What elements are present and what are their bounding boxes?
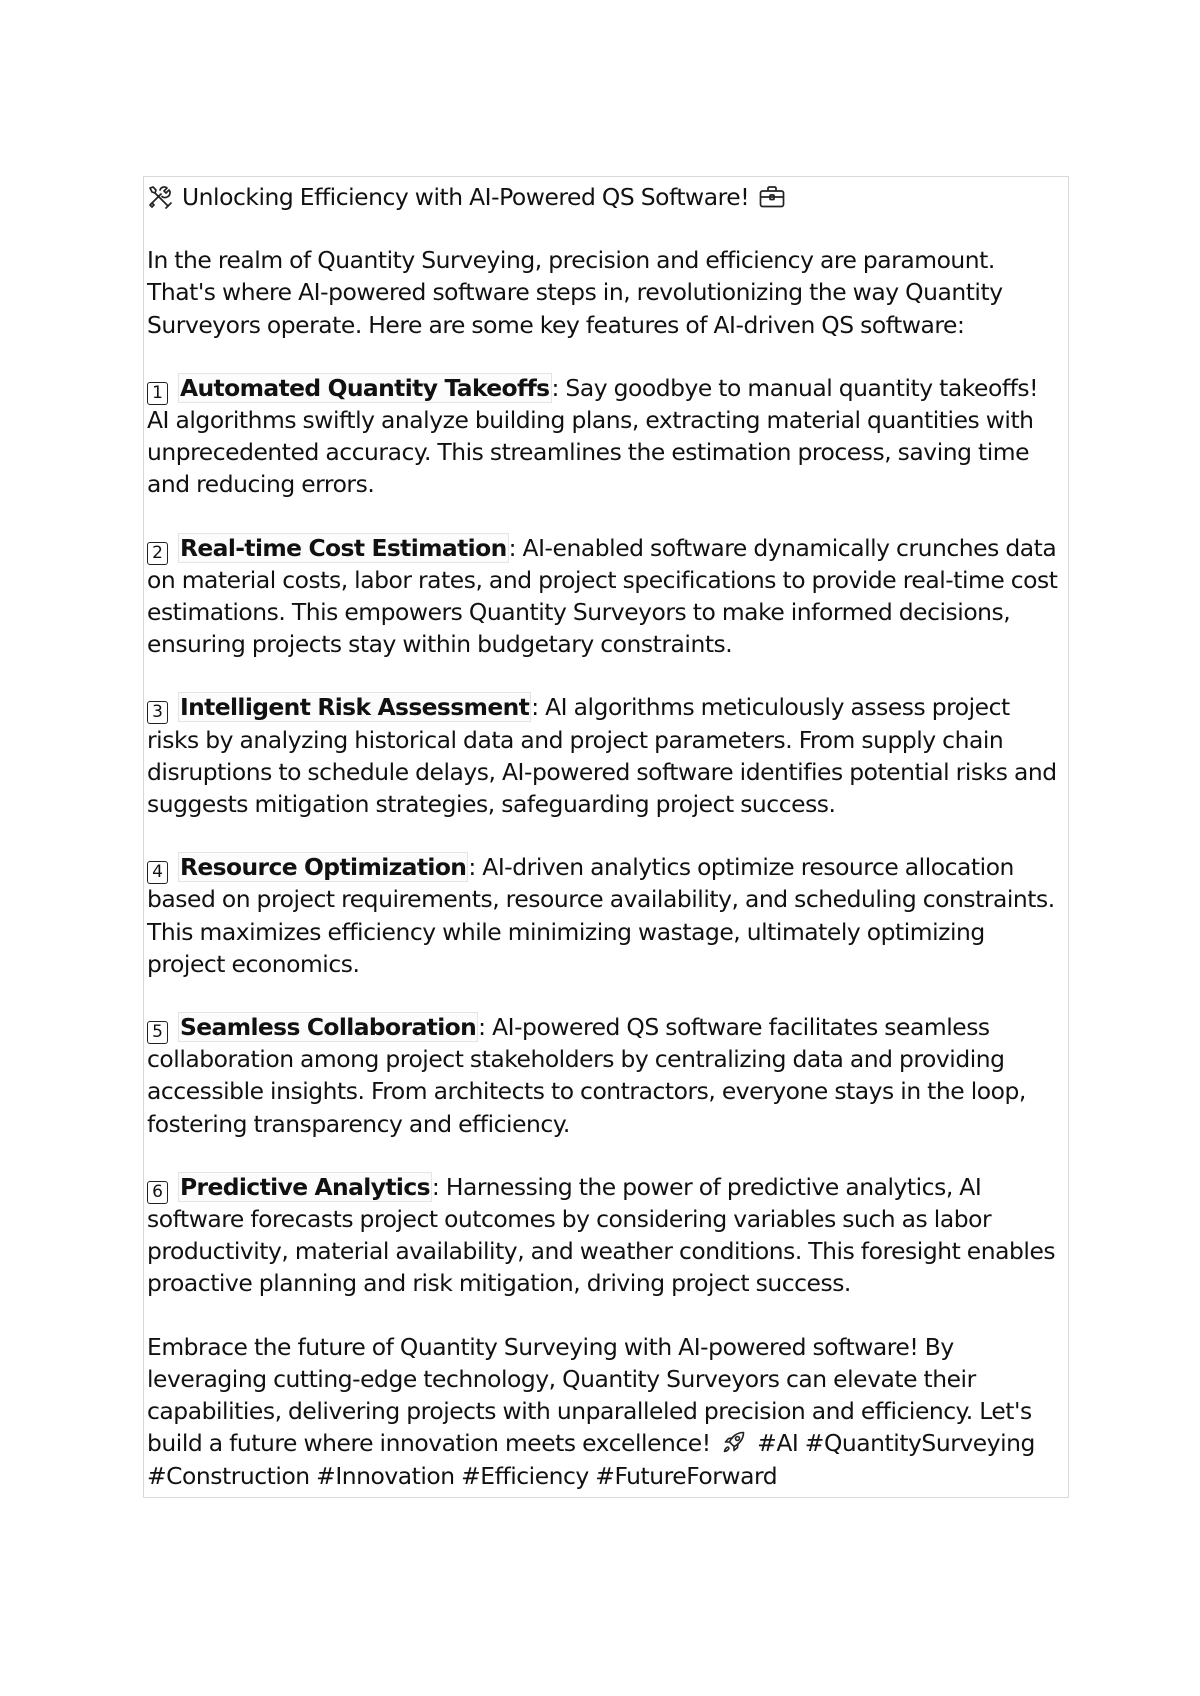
feature-title: Intelligent Risk Assessment xyxy=(180,693,530,722)
number-badge: 6 xyxy=(147,1181,168,1204)
feature-item xyxy=(147,691,1064,820)
number-badge: 4 xyxy=(147,861,168,884)
feature-title: Resource Optimization xyxy=(180,853,467,882)
feature-item xyxy=(147,532,1064,661)
feature-item xyxy=(147,1011,1064,1140)
post-text-frame xyxy=(143,176,1069,1498)
briefcase-icon xyxy=(758,184,786,210)
feature-text: : AI-enabled software dynamically crunches data on material costs, labor rates, and project specifications to provide real-time cost estimations. This empowers Quantity Surveyors to make informed decisions, ensuring projects stay within budgetary constraints. xyxy=(147,533,1058,659)
closing-text: Embrace the future of Quantity Surveying with AI-powered software! By leveraging cutting-edge technology, Quantity Surveyors can elevate their capabilities, delivering projects with unparalleled precision and efficiency. Let's build a future where innovation meets excellence! xyxy=(147,1332,1032,1458)
feature-title: Real-time Cost Estimation xyxy=(180,533,507,562)
feature-item xyxy=(147,372,1064,501)
feature-item xyxy=(147,1171,1064,1300)
post-title-line xyxy=(147,181,1064,213)
feature-text: : Say goodbye to manual quantity takeoffs! AI algorithms swiftly analyze building plans, extracting material quantities with unprecedented accuracy. This streamlines the estimation process, saving time and reducing errors. xyxy=(147,373,1039,499)
tools-icon xyxy=(147,184,173,210)
post-title: Unlocking Efficiency with AI-Powered QS Software! xyxy=(182,183,750,211)
feature-item xyxy=(147,851,1064,980)
feature-text: : AI-powered QS software facilitates seamless collaboration among project stakeholders by centralizing data and providing accessible insights. From architects to contractors, everyone stays in the loop, fostering transparency and efficiency. xyxy=(147,1013,1026,1138)
feature-text: : Harnessing the power of predictive analytics, AI software forecasts project outcomes by considering variables such as labor productivity, material availability, and weather conditions. This foresight enables proactive planning and risk mitigation, driving project success. xyxy=(147,1172,1056,1298)
number-badge: 1 xyxy=(147,382,168,405)
feature-text: : AI-driven analytics optimize resource allocation based on project requirements, resource availability, and scheduling constraints. This maximizes efficiency while minimizing wastage, ultimately optimizing project economics. xyxy=(147,853,1055,978)
rocket-icon xyxy=(721,1429,747,1455)
feature-title: Seamless Collaboration xyxy=(180,1013,477,1042)
intro-paragraph: In the realm of Quantity Surveying, precision and efficiency are paramount. That's where AI-powered software steps in, revolutionizing the way Quantity Surveyors operate. Here are some key features of AI-driven QS software: xyxy=(147,246,1003,339)
feature-text: : AI algorithms meticulously assess project risks by analyzing historical data and project parameters. From supply chain disruptions to schedule delays, AI-powered software identifies potential risks and suggests mitigation strategies, safeguarding project success. xyxy=(147,693,1057,819)
number-badge: 5 xyxy=(147,1021,168,1044)
feature-title: Predictive Analytics xyxy=(180,1172,430,1201)
hashtags: #AI #QuantitySurveying #Construction #Innovation #Efficiency #FutureForward xyxy=(147,1429,1035,1490)
number-badge: 2 xyxy=(147,542,168,565)
feature-title: Automated Quantity Takeoffs xyxy=(180,373,550,402)
number-badge: 3 xyxy=(147,701,168,724)
closing-paragraph xyxy=(147,1331,1064,1492)
